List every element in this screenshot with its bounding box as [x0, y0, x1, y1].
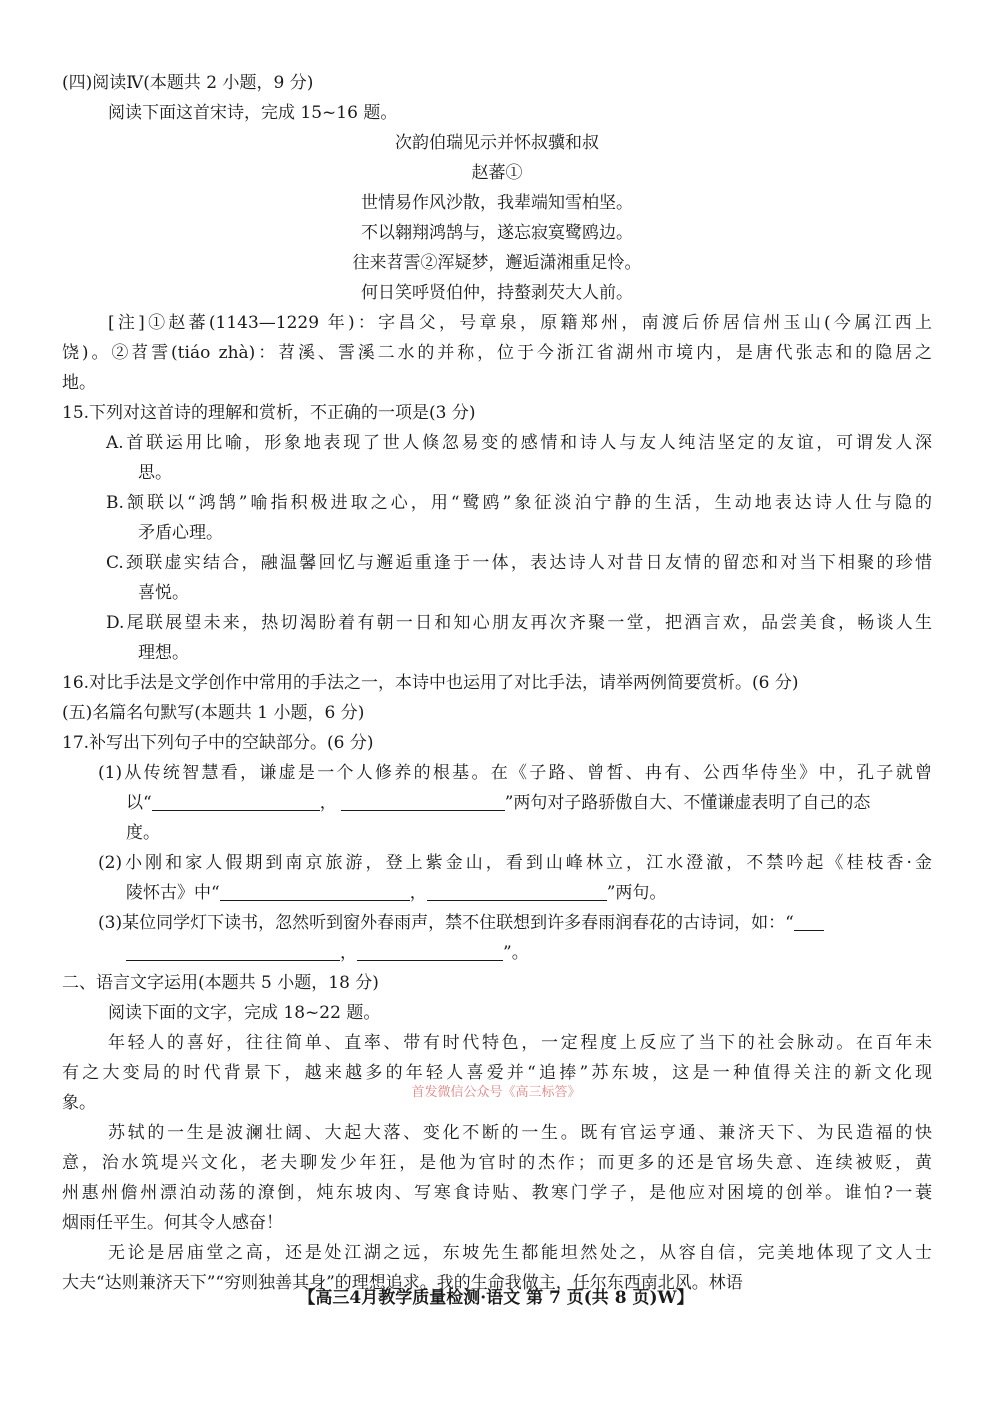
q17-item-3: [62, 908, 932, 938]
q17-item-2-blanks: [62, 878, 932, 908]
poem-line: 不以翱翔鸿鹄与，遂忘寂寞鹭鸥边。: [361, 223, 633, 243]
poem-note: 地。: [62, 373, 96, 393]
passage-line: 象。: [62, 1093, 96, 1113]
option-c: C.颈联虚实结合，融温馨回忆与邂逅重逢于一体，表达诗人对昔日友情的留恋和对当下相聚的珍惜: [106, 553, 932, 573]
option-a: A.首联运用比喻，形象地表现了世人倏忽易变的感情和诗人与友人纯洁坚定的友谊，可谓发人深: [106, 433, 932, 453]
comma: ，: [319, 793, 337, 813]
quote-open: 以“: [126, 793, 152, 813]
part2-heading: 二、语言文字运用(本题共 5 小题，18 分): [62, 973, 379, 993]
answer-blank[interactable]: [794, 910, 824, 931]
q17-item-3-text: (3)某位同学灯下读书，忽然听到窗外春雨声，禁不住联想到许多春雨润春花的古诗词，如：“: [98, 913, 794, 933]
answer-blank[interactable]: [220, 880, 410, 901]
poem-note: [注]①赵蕃(1143—1229 年)：字昌父，号章泉，原籍郑州，南渡后侨居信州玉山(今属江西上: [108, 313, 932, 333]
answer-blank[interactable]: [152, 790, 320, 811]
comma: ，: [340, 943, 357, 963]
q17-item-1: (1)从传统智慧看，谦虚是一个人修养的根基。在《子路、曾皙、冉有、公西华侍坐》中，孔子就曾: [98, 763, 932, 783]
question-15-stem: 15.下列对这首诗的理解和赏析，不正确的一项是(3 分): [62, 403, 476, 423]
quote-close-text: ”两句对子路骄傲自大、不懂谦虚表明了自己的态: [504, 793, 871, 813]
quote-open: 陵怀古》中“: [126, 883, 220, 903]
poem-line: 何日笑呼贤伯仲，持螯剥芡大人前。: [361, 283, 633, 303]
option-b: B.颔联以“鸿鹄”喻指积极进取之心，用“鹭鸥”象征淡泊宁静的生活，生动地表达诗人仕与隐的: [106, 493, 932, 513]
exam-page: [62, 68, 932, 1298]
passage-line: 苏轼的一生是波澜壮阔、大起大落、变化不断的一生。既有官运亨通、兼济天下、为民造福的快: [108, 1123, 932, 1143]
poem-title: 次韵伯瑞见示并怀叔骥和叔: [395, 133, 599, 153]
answer-blank[interactable]: [357, 940, 503, 961]
q17-item-1-cont: 度。: [126, 823, 160, 843]
passage-line: 有之大变局的时代背景下，越来越多的年轻人喜爱并“追捧”苏东坡，这是一种值得关注的新文化现: [62, 1063, 932, 1083]
option-d: D.尾联展望未来，热切渴盼着有朝一日和知心朋友再次齐聚一堂，把酒言欢，品尝美食，畅谈人生: [106, 613, 932, 633]
answer-blank[interactable]: [126, 940, 340, 961]
section5-heading: (五)名篇名句默写(本题共 1 小题，6 分): [62, 703, 365, 723]
poem-line: 世情易作风沙散，我辈端知雪柏坚。: [361, 193, 633, 213]
passage-line: 大夫“达则兼济天下”“穷则独善其身”的理想追求。我的生命我做主，任尔东西南北风。林语: [62, 1273, 743, 1293]
answer-blank[interactable]: [341, 790, 505, 811]
passage-line: 烟雨任平生。何其令人感奋！: [62, 1213, 283, 1233]
q17-item-3-blanks: [62, 938, 932, 968]
question-17-stem: 17.补写出下列句子中的空缺部分。(6 分): [62, 733, 374, 753]
option-a-cont: 思。: [138, 463, 172, 483]
option-b-cont: 矛盾心理。: [138, 523, 223, 543]
passage-line: 意，治水筑堤兴文化，老夫聊发少年狂，是他为官时的杰作；而更多的还是官场失意、连续被贬，黄: [62, 1153, 932, 1173]
passage-line: 年轻人的喜好，往往简单、直率、带有时代特色，一定程度上反应了当下的社会脉动。在百年未: [108, 1033, 932, 1053]
page-footer: 【高三4月教学质量检测·语文 第 7 页(共 8 页)W】: [298, 1288, 694, 1308]
section4-heading: (四)阅读Ⅳ(本题共 2 小题，9 分): [62, 73, 314, 93]
quote-close-text: ”。: [503, 943, 529, 963]
option-d-cont: 理想。: [138, 643, 189, 663]
poem-author: 赵蕃①: [471, 163, 523, 183]
quote-close-text: ”两句。: [606, 883, 667, 903]
question-16: 16.对比手法是文学创作中常用的手法之一，本诗中也运用了对比手法，请举两例简要赏析。(6 分): [62, 673, 799, 693]
poem-line: 往来苕霅②浑疑梦，邂逅潇湘重足怜。: [352, 253, 642, 273]
comma: ，: [409, 883, 427, 903]
option-c-cont: 喜悦。: [138, 583, 189, 603]
watermark: 首发微信公众号《高三标答》: [411, 1085, 581, 1100]
passage-line: 无论是居庙堂之高，还是处江湖之远，东坡先生都能坦然处之，从容自信，完美地体现了文人士: [108, 1243, 932, 1263]
q17-item-1-blanks: [62, 788, 932, 818]
section4-instruction: 阅读下面这首宋诗，完成 15~16 题。: [108, 103, 398, 123]
answer-blank[interactable]: [427, 880, 607, 901]
q17-item-2: (2)小刚和家人假期到南京旅游，登上紫金山，看到山峰林立，江水澄澈，不禁吟起《桂枝香·金: [98, 853, 932, 873]
poem-note: 饶)。②苕霅(tiáo zhà)：苕溪、霅溪二水的并称，位于今浙江省湖州市境内，是唐代张志和的隐居之: [62, 343, 932, 363]
part2-instruction: 阅读下面的文字，完成 18~22 题。: [108, 1003, 381, 1023]
passage-line: 州惠州儋州漂泊动荡的潦倒，炖东坡肉、写寒食诗贴、教寒门学子，是他应对困境的创举。谁怕?一蓑: [62, 1183, 932, 1203]
